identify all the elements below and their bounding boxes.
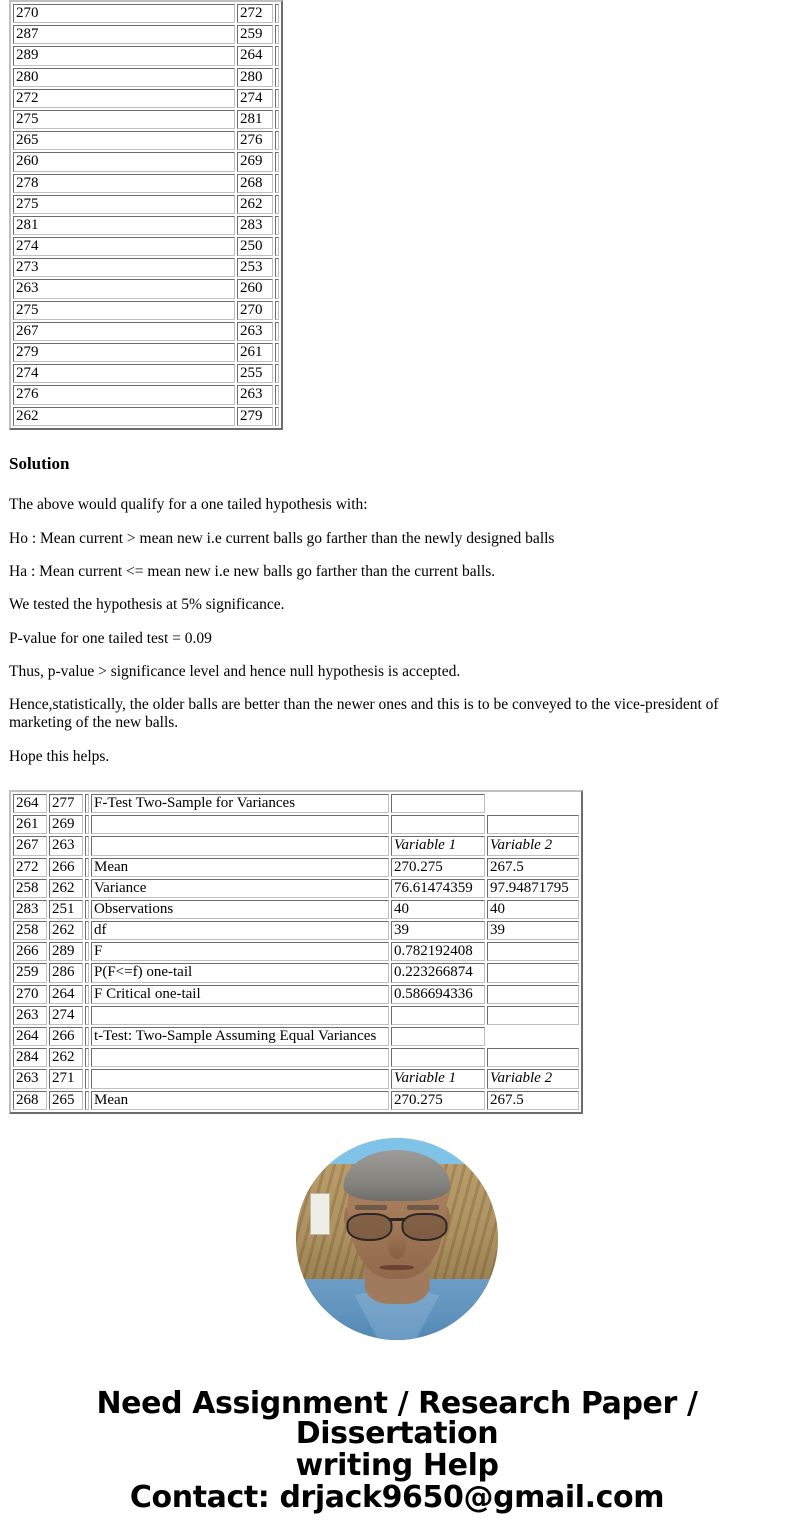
spacer-cell: [275, 237, 279, 256]
new-distance-cell: 279: [237, 407, 273, 426]
spacer-cell: [85, 921, 89, 940]
new-distance-cell: 280: [237, 68, 273, 87]
table-row: [13, 4, 279, 23]
table-row: [13, 1091, 579, 1110]
current-distance-cell: 270: [13, 985, 47, 1004]
solution-heading: Solution: [9, 453, 70, 473]
variable-1-value-cell: [391, 1006, 485, 1025]
variable-1-value-cell: 0.782192408: [391, 942, 485, 961]
current-distance-cell: 287: [13, 25, 235, 44]
new-distance-cell: 269: [49, 815, 83, 834]
portrait-section: [0, 1120, 794, 1345]
photo-mouth: [380, 1265, 414, 1270]
stat-label-cell: [91, 815, 389, 834]
table-row: [13, 25, 279, 44]
current-distance-cell: 264: [13, 794, 47, 813]
spacer-cell: [85, 963, 89, 982]
variable-2-value-cell: 97.94871795: [487, 879, 579, 898]
new-distance-cell: 261: [237, 343, 273, 362]
table-row: [13, 152, 279, 171]
current-distance-cell: 258: [13, 879, 47, 898]
current-distance-cell: 267: [13, 322, 235, 341]
variable-2-value-cell: Variable 2: [487, 836, 579, 855]
current-distance-cell: 260: [13, 152, 235, 171]
table-row: [13, 985, 579, 1004]
new-distance-cell: 250: [237, 237, 273, 256]
table-row: [13, 68, 279, 87]
spacer-cell: [275, 279, 279, 298]
new-distance-cell: 260: [237, 279, 273, 298]
new-distance-cell: 274: [49, 1006, 83, 1025]
variable-2-value-cell: [487, 815, 579, 834]
current-distance-cell: 258: [13, 921, 47, 940]
variable-2-value-cell: [487, 985, 579, 1004]
new-distance-cell: 289: [49, 942, 83, 961]
stat-label-cell: [91, 1069, 389, 1088]
table-row: [13, 1048, 579, 1067]
variable-1-value-cell: 270.275: [391, 858, 485, 877]
spacer-cell: [85, 1069, 89, 1088]
current-distance-cell: 267: [13, 836, 47, 855]
current-distance-cell: 274: [13, 237, 235, 256]
spacer-cell: [85, 794, 89, 813]
table-row: [13, 794, 579, 813]
solution-paragraph-1: The above would qualify for a one tailed hypothesis with:: [9, 496, 368, 514]
spacer-cell: [85, 879, 89, 898]
spacer-cell: [275, 195, 279, 214]
photo-glasses-lens-left: [347, 1213, 393, 1241]
table-row: [13, 1006, 579, 1025]
distance-measurements-table: [9, 0, 283, 430]
new-distance-cell: 255: [237, 364, 273, 383]
variable-2-value-cell: [487, 942, 579, 961]
table-row: [13, 385, 279, 404]
table-row: [13, 963, 579, 982]
new-distance-cell: 262: [49, 1048, 83, 1067]
table-row: [13, 364, 279, 383]
spacer-cell: [275, 89, 279, 108]
current-distance-cell: 275: [13, 195, 235, 214]
table-row: [13, 407, 279, 426]
spacer-cell: [275, 385, 279, 404]
solution-paragraph-closing: Hope this helps.: [9, 747, 110, 765]
solution-paragraph-alt-hypothesis: Ha : Mean current <= mean new i.e new balls go farther than the current balls.: [9, 563, 496, 580]
current-distance-cell: 274: [13, 364, 235, 383]
current-distance-cell: 265: [13, 131, 235, 150]
current-distance-cell: 272: [13, 858, 47, 877]
variable-2-value-cell: [487, 794, 579, 813]
new-distance-cell: 263: [237, 322, 273, 341]
table-row: [13, 46, 279, 65]
spacer-cell: [275, 322, 279, 341]
variable-2-value-cell: 39: [487, 921, 579, 940]
table-row: [13, 216, 279, 235]
spacer-cell: [275, 364, 279, 383]
current-distance-cell: 284: [13, 1048, 47, 1067]
new-distance-cell: 281: [237, 110, 273, 129]
new-distance-cell: 262: [49, 921, 83, 940]
stat-label-cell: Variance: [91, 879, 389, 898]
spacer-cell: [85, 1006, 89, 1025]
current-distance-cell: 283: [13, 900, 47, 919]
table-row: [13, 131, 279, 150]
stat-label-cell: [91, 1006, 389, 1025]
spacer-cell: [275, 46, 279, 65]
variable-2-value-cell: [487, 1048, 579, 1067]
photo-eyebrow-left: [355, 1205, 387, 1210]
variable-2-value-cell: 267.5: [487, 858, 579, 877]
new-distance-cell: 266: [49, 1027, 83, 1046]
variable-1-value-cell: 0.586694336: [391, 985, 485, 1004]
table-row: [13, 1069, 579, 1088]
variable-2-value-cell: [487, 1027, 579, 1046]
variable-1-value-cell: 0.223266874: [391, 963, 485, 982]
table-row: [13, 900, 579, 919]
current-distance-cell: 275: [13, 301, 235, 320]
spacer-cell: [85, 900, 89, 919]
current-distance-cell: 263: [13, 279, 235, 298]
spacer-cell: [275, 25, 279, 44]
stat-label-cell: Observations: [91, 900, 389, 919]
solution-paragraph-recommendation: Hence,statistically, the older balls are better than the newer ones and this is to be conveyed to the vice-president of marketing of the new balls.: [9, 696, 719, 732]
solution-section: [0, 455, 794, 766]
spacer-cell: [275, 407, 279, 426]
new-distance-cell: 253: [237, 258, 273, 277]
table-row: [13, 322, 279, 341]
new-distance-cell: 276: [237, 131, 273, 150]
new-distance-cell: 277: [49, 794, 83, 813]
current-distance-cell: 263: [13, 1069, 47, 1088]
variable-1-value-cell: [391, 1027, 485, 1046]
current-distance-cell: 273: [13, 258, 235, 277]
table-row: [13, 174, 279, 193]
variable-1-value-cell: 76.61474359: [391, 879, 485, 898]
new-distance-cell: 268: [237, 174, 273, 193]
table-row: [13, 1027, 579, 1046]
variable-1-value-cell: [391, 1048, 485, 1067]
new-distance-cell: 269: [237, 152, 273, 171]
promo-section: [0, 1345, 794, 1531]
variable-2-value-cell: Variable 2: [487, 1069, 579, 1088]
variable-2-value-cell: 40: [487, 900, 579, 919]
new-distance-cell: 283: [237, 216, 273, 235]
new-distance-cell: 272: [237, 4, 273, 23]
current-distance-cell: 275: [13, 110, 235, 129]
table-row: [13, 89, 279, 108]
current-distance-cell: 281: [13, 216, 235, 235]
stat-label-cell: F: [91, 942, 389, 961]
table-row: [13, 237, 279, 256]
table-row: [13, 279, 279, 298]
spacer-cell: [275, 68, 279, 87]
variable-1-value-cell: 39: [391, 921, 485, 940]
photo-wall-switch: [310, 1193, 330, 1235]
stat-label-cell: Mean: [91, 1091, 389, 1110]
current-distance-cell: 278: [13, 174, 235, 193]
spacer-cell: [275, 216, 279, 235]
new-distance-cell: 259: [237, 25, 273, 44]
spacer-cell: [275, 343, 279, 362]
table-row: [13, 879, 579, 898]
solution-paragraph-null-hypothesis: Ho : Mean current > mean new i.e current balls go farther than the newly designed balls: [9, 529, 555, 547]
table-row: [13, 858, 579, 877]
solution-paragraph-conclusion: Thus, p-value > significance level and hence null hypothesis is accepted.: [9, 662, 461, 680]
table-row: [13, 301, 279, 320]
photo-glasses-lens-right: [401, 1213, 447, 1241]
spacer-cell: [275, 152, 279, 171]
variable-1-value-cell: Variable 1: [391, 1069, 485, 1088]
table-row: [13, 258, 279, 277]
new-distance-cell: 264: [237, 46, 273, 65]
spacer-cell: [275, 110, 279, 129]
current-distance-cell: 280: [13, 68, 235, 87]
new-distance-cell: 251: [49, 900, 83, 919]
table-row: [13, 815, 579, 834]
stat-label-cell: P(F<=f) one-tail: [91, 963, 389, 982]
new-distance-cell: 263: [49, 836, 83, 855]
current-distance-cell: 263: [13, 1006, 47, 1025]
table-row: [13, 195, 279, 214]
variable-2-value-cell: 267.5: [487, 1091, 579, 1110]
current-distance-cell: 289: [13, 46, 235, 65]
solution-paragraph-pvalue: P-value for one tailed test = 0.09: [9, 629, 212, 647]
table-row: [13, 836, 579, 855]
table-row: [13, 942, 579, 961]
table-row: [13, 110, 279, 129]
stat-label-cell: [91, 1048, 389, 1067]
current-distance-cell: 272: [13, 89, 235, 108]
new-distance-cell: 264: [49, 985, 83, 1004]
current-distance-cell: 268: [13, 1091, 47, 1110]
variable-1-value-cell: Variable 1: [391, 836, 485, 855]
stat-label-cell: Mean: [91, 858, 389, 877]
promo-headline-line2: writing Help: [295, 1447, 499, 1483]
current-distance-cell: 266: [13, 942, 47, 961]
current-distance-cell: 276: [13, 385, 235, 404]
spacer-cell: [85, 942, 89, 961]
spacer-cell: [275, 258, 279, 277]
spacer-cell: [85, 1048, 89, 1067]
current-distance-cell: 264: [13, 1027, 47, 1046]
stats-table-container: [0, 766, 794, 1120]
table-row: [13, 921, 579, 940]
new-distance-cell: 262: [237, 195, 273, 214]
current-distance-cell: 270: [13, 4, 235, 23]
variable-1-value-cell: [391, 815, 485, 834]
stat-label-cell: F-Test Two-Sample for Variances: [91, 794, 389, 813]
spacer-cell: [85, 815, 89, 834]
spacer-cell: [85, 858, 89, 877]
stat-label-cell: [91, 836, 389, 855]
table-row: [13, 343, 279, 362]
new-distance-cell: 265: [49, 1091, 83, 1110]
spacer-cell: [85, 836, 89, 855]
variable-1-value-cell: [391, 794, 485, 813]
new-distance-cell: 271: [49, 1069, 83, 1088]
spacer-cell: [85, 1091, 89, 1110]
variable-1-value-cell: 40: [391, 900, 485, 919]
stat-label-cell: df: [91, 921, 389, 940]
author-profile-photo: [296, 1138, 498, 1340]
new-distance-cell: 286: [49, 963, 83, 982]
new-distance-cell: 263: [237, 385, 273, 404]
current-distance-cell: 259: [13, 963, 47, 982]
spacer-cell: [275, 301, 279, 320]
spacer-cell: [275, 4, 279, 23]
variable-2-value-cell: [487, 1006, 579, 1025]
excel-analysis-output-table: [9, 790, 583, 1114]
photo-eyebrow-right: [407, 1205, 439, 1210]
current-distance-cell: 262: [13, 407, 235, 426]
new-distance-cell: 274: [237, 89, 273, 108]
solution-paragraph-significance: We tested the hypothesis at 5% significance.: [9, 596, 285, 614]
current-distance-cell: 279: [13, 343, 235, 362]
new-distance-cell: 266: [49, 858, 83, 877]
new-distance-cell: 270: [237, 301, 273, 320]
stat-label-cell: F Critical one-tail: [91, 985, 389, 1004]
variable-2-value-cell: [487, 963, 579, 982]
promo-contact-line: Contact: drjack9650@gmail.com: [129, 1479, 665, 1515]
variable-1-value-cell: 270.275: [391, 1091, 485, 1110]
spacer-cell: [275, 174, 279, 193]
spacer-cell: [85, 985, 89, 1004]
stat-label-cell: t-Test: Two-Sample Assuming Equal Variances: [91, 1027, 389, 1046]
new-distance-cell: 262: [49, 879, 83, 898]
spacer-cell: [85, 1027, 89, 1046]
current-distance-cell: 261: [13, 815, 47, 834]
spacer-cell: [275, 131, 279, 150]
promo-headline-line1: Need Assignment / Research Paper / Dissertation: [96, 1385, 698, 1451]
raw-data-table-container: [0, 0, 794, 430]
